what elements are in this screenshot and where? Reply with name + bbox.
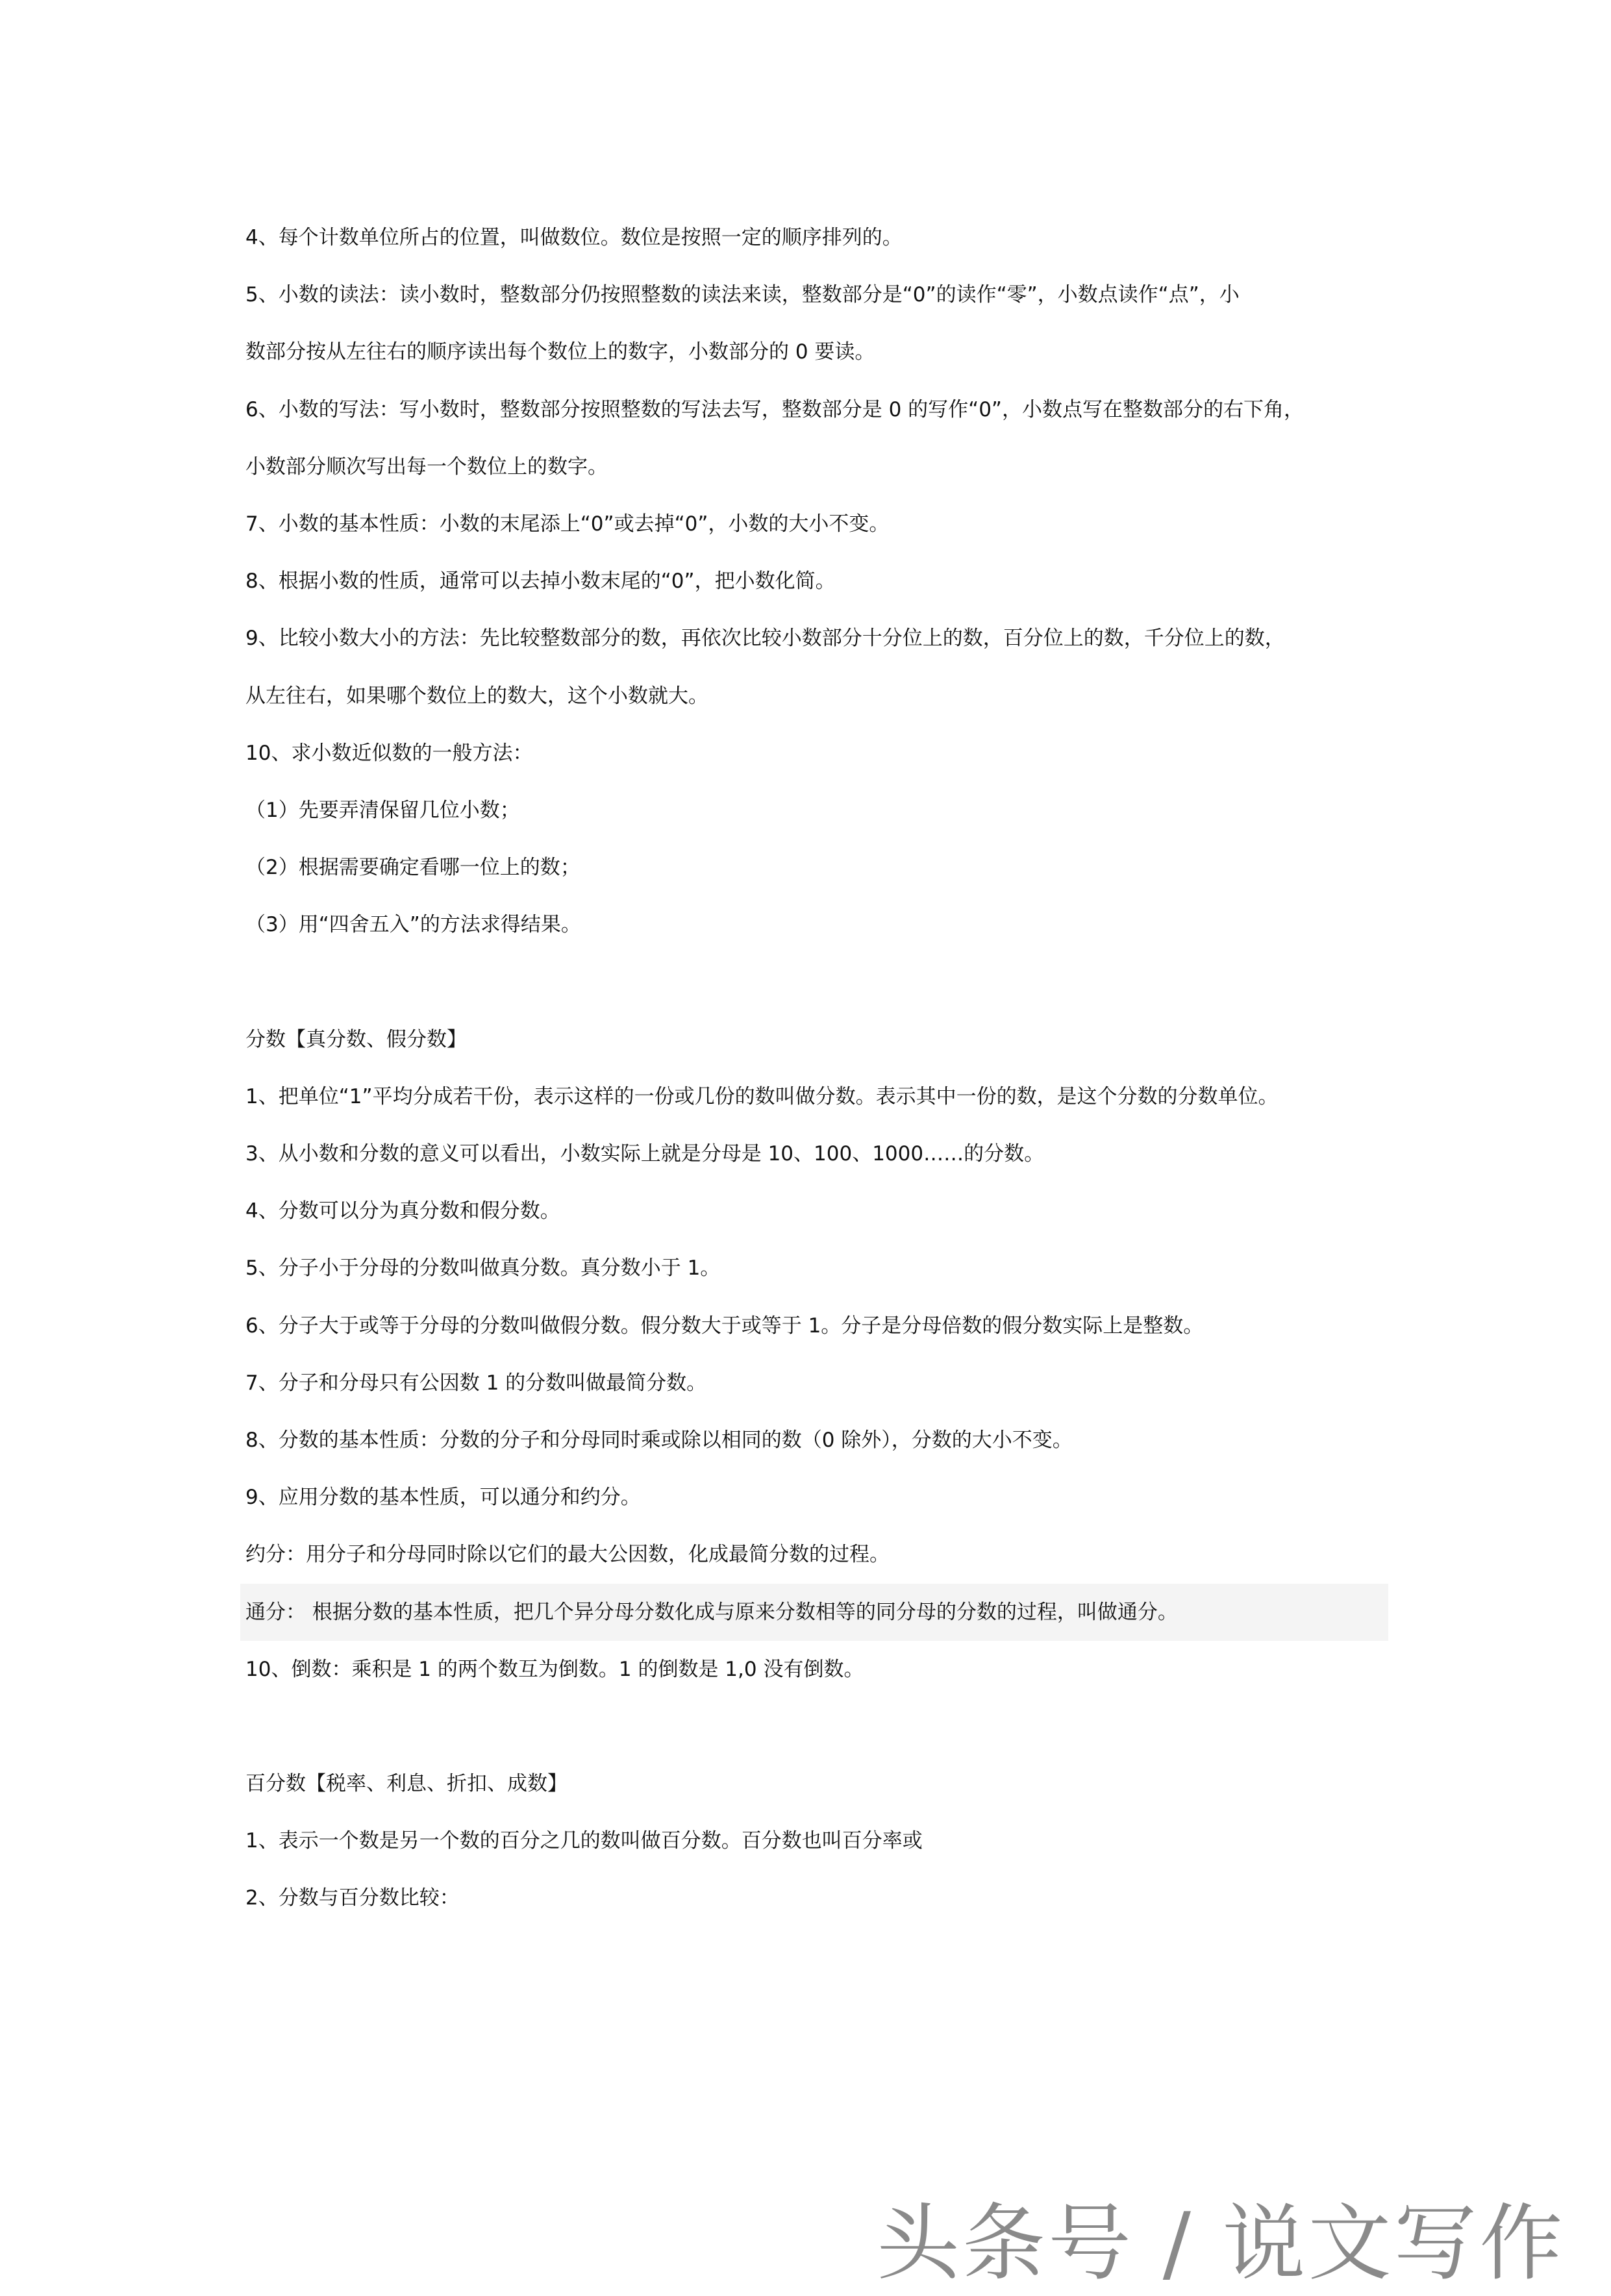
text-line: 通分： 根据分数的基本性质，把几个异分母分数化成与原来分数相等的同分母的分数的过程，叫做通分。 xyxy=(240,1584,1388,1641)
text-line: （1）先要弄清保留几位小数； xyxy=(245,798,520,822)
text-line: 数部分按从左往右的顺序读出每个数位上的数字，小数部分的 0 要读。 xyxy=(245,340,875,364)
text-line: 4、每个计数单位所占的位置，叫做数位。数位是按照一定的顺序排列的。 xyxy=(245,226,903,249)
text-line: 7、分子和分母只有公因数 1 的分数叫做最简分数。 xyxy=(245,1371,707,1395)
text-line: （2）根据需要确定看哪一位上的数； xyxy=(245,856,581,880)
section-heading: 分数【真分数、假分数】 xyxy=(245,1027,467,1051)
blank-line xyxy=(245,1698,1388,1755)
text-line: 7、小数的基本性质：小数的末尾添上“0”或去掉“0”，小数的大小不变。 xyxy=(245,512,890,536)
section-heading: 百分数【税率、利息、折扣、成数】 xyxy=(245,1772,568,1796)
text-line: 5、小数的读法：读小数时，整数部分仍按照整数的读法来读，整数部分是“0”的读作“零”，小数点读作“点”，小 xyxy=(245,283,1240,307)
text-line: 8、根据小数的性质，通常可以去掉小数末尾的“0”，把小数化简。 xyxy=(245,569,836,593)
text-line: 1、表示一个数是另一个数的百分之几的数叫做百分数。百分数也叫百分率或 xyxy=(245,1829,923,1853)
watermark: 头条号 / 说文写作 xyxy=(877,2195,1566,2292)
text-line: 5、分子小于分母的分数叫做真分数。真分数小于 1。 xyxy=(245,1256,721,1280)
text-line: 6、分子大于或等于分母的分数叫做假分数。假分数大于或等于 1。分子是分母倍数的假分数实际上是整数。 xyxy=(245,1314,1204,1338)
text-line: 3、从小数和分数的意义可以看出，小数实际上就是分母是 10、100、1000……的分数。 xyxy=(245,1142,1045,1166)
document-body xyxy=(245,209,1388,1927)
text-line: 小数部分顺次写出每一个数位上的数字。 xyxy=(245,455,608,479)
text-line: 8、分数的基本性质：分数的分子和分母同时乘或除以相同的数（0 除外），分数的大小不变。 xyxy=(245,1428,1073,1452)
text-line: 6、小数的写法：写小数时，整数部分按照整数的写法去写，整数部分是 0 的写作“0”，小数点写在整数部分的右下角， xyxy=(245,397,1304,421)
text-line: 9、比较小数大小的方法：先比较整数部分的数，再依次比较小数部分十分位上的数，百分位上的数，千分位上的数， xyxy=(245,627,1285,651)
text-line: 9、应用分数的基本性质，可以通分和约分。 xyxy=(245,1486,641,1510)
text-line: 10、求小数近似数的一般方法： xyxy=(245,741,533,765)
blank-line xyxy=(245,953,1388,1010)
text-line: 10、倒数：乘积是 1 的两个数互为倒数。1 的倒数是 1,0 没有倒数。 xyxy=(245,1657,864,1681)
text-line: 约分：用分子和分母同时除以它们的最大公因数，化成最简分数的过程。 xyxy=(245,1543,890,1567)
text-line: 从左往右，如果哪个数位上的数大，这个小数就大。 xyxy=(245,684,708,708)
text-line: 2、分数与百分数比较： xyxy=(245,1886,460,1910)
text-line: （3）用“四舍五入”的方法求得结果。 xyxy=(245,913,581,937)
text-line: 4、分数可以分为真分数和假分数。 xyxy=(245,1199,560,1223)
text-line: 1、把单位“1”平均分成若干份，表示这样的一份或几份的数叫做分数。表示其中一份的数，是这个分数的分数单位。 xyxy=(245,1084,1279,1108)
